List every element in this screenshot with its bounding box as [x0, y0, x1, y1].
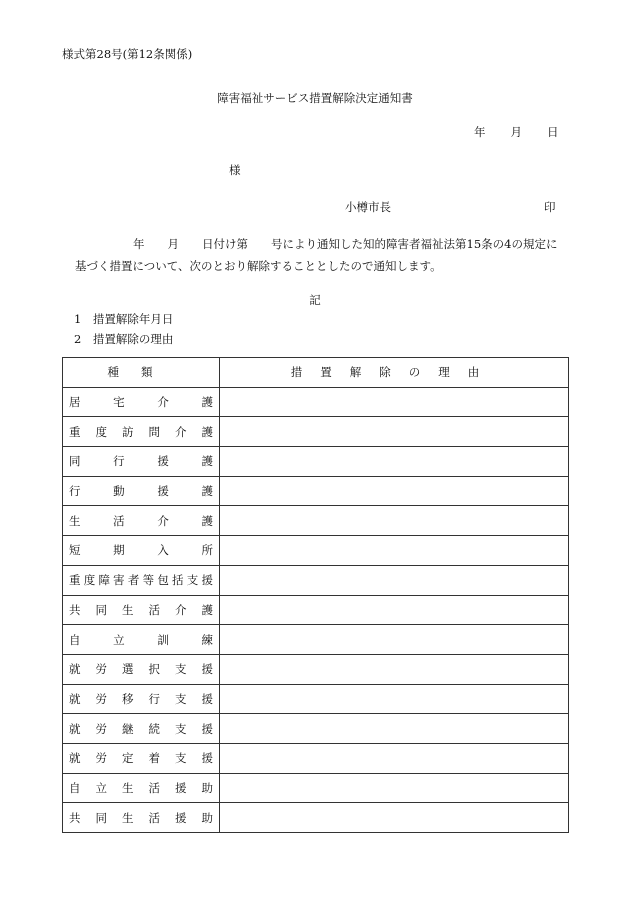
service-type-cell: 就労選択支援 [63, 654, 220, 684]
body-line-2: 基づく措置について、次のとおり解除することとしたので通知します。 [75, 259, 442, 273]
reason-cell[interactable] [220, 565, 569, 595]
issuer-name: 小樽市長 [345, 200, 391, 214]
service-type-cell: 生活介護 [63, 506, 220, 536]
table-row [63, 625, 569, 655]
table-row [63, 447, 569, 477]
service-type-cell: 短期入所 [63, 536, 220, 566]
reason-cell[interactable] [220, 773, 569, 803]
form-number: 様式第28号(第12条関係) [62, 47, 193, 61]
date-line [474, 124, 559, 140]
item-termination-date: 1 措置解除年月日 [74, 312, 174, 326]
service-type-cell: 同行援護 [63, 447, 220, 477]
table-body [63, 387, 569, 832]
table-row [63, 536, 569, 566]
service-type-cell: 自立生活援助 [63, 773, 220, 803]
reason-cell[interactable] [220, 536, 569, 566]
table-row [63, 476, 569, 506]
header-reason: 措置解除の理由 [220, 358, 569, 388]
service-type-cell: 就労継続支援 [63, 714, 220, 744]
reason-cell[interactable] [220, 654, 569, 684]
service-type-cell: 就労移行支援 [63, 684, 220, 714]
table-row [63, 654, 569, 684]
document-title: 障害福祉サービス措置解除決定通知書 [217, 91, 413, 105]
reason-cell[interactable] [220, 506, 569, 536]
service-type-cell: 共同生活援助 [63, 803, 220, 833]
month-label: 月 [510, 125, 522, 139]
service-type-cell: 自立訓練 [63, 625, 220, 655]
service-type-cell: 行動援護 [63, 476, 220, 506]
table-row [63, 743, 569, 773]
reason-cell[interactable] [220, 417, 569, 447]
header-type: 種類 [63, 358, 220, 388]
day-label: 日 [547, 125, 559, 139]
table-row [63, 714, 569, 744]
year-label: 年 [474, 125, 486, 139]
table-row [63, 565, 569, 595]
reasons-table [62, 357, 569, 833]
service-type-cell: 就労定着支援 [63, 743, 220, 773]
reason-cell[interactable] [220, 714, 569, 744]
reason-cell[interactable] [220, 743, 569, 773]
table-row [63, 417, 569, 447]
reason-cell[interactable] [220, 595, 569, 625]
table-row [63, 387, 569, 417]
reason-cell[interactable] [220, 625, 569, 655]
table-row [63, 595, 569, 625]
table-row [63, 506, 569, 536]
table-row [63, 773, 569, 803]
reason-cell[interactable] [220, 803, 569, 833]
addressee-suffix: 様 [229, 163, 241, 177]
reason-cell[interactable] [220, 684, 569, 714]
reason-cell[interactable] [220, 476, 569, 506]
reason-cell[interactable] [220, 387, 569, 417]
item-termination-reason: 2 措置解除の理由 [74, 332, 174, 346]
service-type-cell: 重度訪問介護 [63, 417, 220, 447]
reason-cell[interactable] [220, 447, 569, 477]
service-type-cell: 居宅介護 [63, 387, 220, 417]
table-header-row [63, 358, 569, 388]
service-type-cell: 共同生活介護 [63, 595, 220, 625]
body-line-1: 年 月 日付け第 号により通知した知的障害者福祉法第15条の4の規定に [133, 237, 558, 251]
seal-mark: 印 [544, 200, 556, 214]
ki-heading: 記 [309, 293, 321, 307]
table-row [63, 684, 569, 714]
service-type-cell: 重度障害者等包括支援 [63, 565, 220, 595]
table-row [63, 803, 569, 833]
